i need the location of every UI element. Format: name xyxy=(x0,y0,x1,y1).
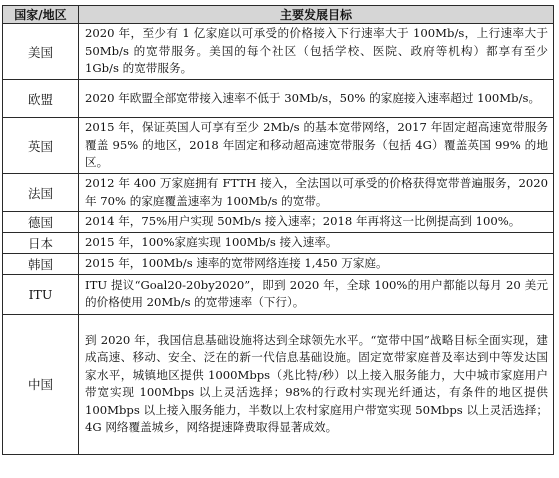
target-cell: 2020 年欧盟全部宽带接入速率不低于 30Mb/s，50% 的家庭接入速率超过 100Mb/s。 xyxy=(79,80,554,118)
target-cell: ITU 提议“Goal20-20by2020”，即到 2020 年，全球 100%的用户都能以每月 20 美元的价格使用 20Mb/s 的宽带速率（下行）。 xyxy=(79,274,554,314)
region-cell: 美国 xyxy=(3,24,79,80)
target-cell: 2014 年，75%用户实现 50Mb/s 接入速率；2018 年再将这一比例提高到 100%。 xyxy=(79,212,554,233)
table-row-japan xyxy=(3,233,554,254)
region-cell: 英国 xyxy=(3,118,79,174)
region-cell: 日本 xyxy=(3,233,79,254)
table-row-china xyxy=(3,314,554,454)
table-row-itu xyxy=(3,274,554,314)
column-header-region: 国家/地区 xyxy=(3,6,79,24)
region-cell: 欧盟 xyxy=(3,80,79,118)
target-cell: 2015 年，100Mb/s 速率的宽带网络连接 1,450 万家庭。 xyxy=(79,253,554,274)
column-header-target: 主要发展目标 xyxy=(79,6,554,24)
target-cell: 到 2020 年，我国信息基础设施将达到全球领先水平。“宽带中国”战略目标全面实现，建成高速、移动、安全、泛在的新一代信息基础设施。固定宽带家庭普及率达到中等发达国家水平，城镇地区提供 1000Mbps（兆比特/秒）以上接入服务能力，大中城市家庭用户带宽实现 100Mbps 以上灵活选择；98%的行政村实现光纤通达，有条件的地区提供 100Mbps 以上接入服务能力，半数以上农村家庭用户带宽实现 50Mbps 以上灵活选择；4G 网络覆盖城乡，网络提速降费取得显著成效。 xyxy=(79,314,554,454)
region-cell: 中国 xyxy=(3,314,79,454)
table-row-france xyxy=(3,174,554,212)
region-cell: ITU xyxy=(3,274,79,314)
target-cell: 2020 年，至少有 1 亿家庭以可承受的价格接入下行速率大于 100Mb/s，上行速率大于 50Mb/s 的宽带服务。美国的每个社区（包括学校、医院、政府等机构）都享有至少 1Gb/s 的宽带服务。 xyxy=(79,24,554,80)
target-cell: 2015 年，保证英国人可享有至少 2Mb/s 的基本宽带网络，2017 年固定超高速宽带服务覆盖 95% 的地区，2018 年固定和移动超高速宽带服务（包括 4G）覆盖英国 99% 的地区。 xyxy=(79,118,554,174)
region-cell: 韩国 xyxy=(3,253,79,274)
table-row-usa xyxy=(3,24,554,80)
table-row-germany xyxy=(3,212,554,233)
region-cell: 德国 xyxy=(3,212,79,233)
region-cell: 法国 xyxy=(3,174,79,212)
table-row-korea xyxy=(3,253,554,274)
broadband-targets-table xyxy=(2,5,554,455)
target-cell: 2012 年 400 万家庭拥有 FTTH 接入，全法国以可承受的价格获得宽带普遍服务，2020 年 70% 的家庭覆盖速率为 100Mb/s 的宽带。 xyxy=(79,174,554,212)
target-cell: 2015 年，100%家庭实现 100Mb/s 接入速率。 xyxy=(79,233,554,254)
table-row-uk xyxy=(3,118,554,174)
table-row-eu xyxy=(3,80,554,118)
table-header-row xyxy=(3,6,554,24)
